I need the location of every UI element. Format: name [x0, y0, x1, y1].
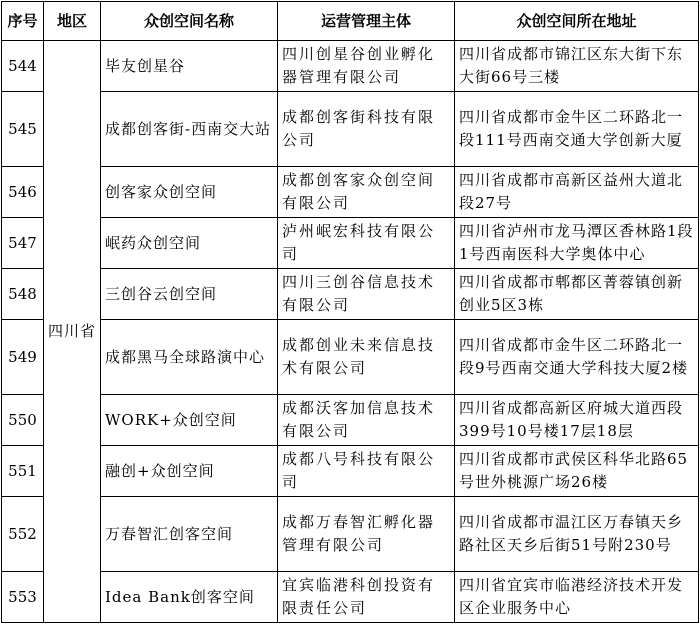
seq-cell: 552	[2, 497, 44, 572]
address-cell: 四川省成都市武侯区科华北路65号世外桃源广场26楼	[455, 446, 699, 497]
address-cell: 四川省宜宾市临港经济技术开发区企业服务中心	[455, 572, 699, 623]
table-row	[2, 497, 699, 572]
table-row	[2, 269, 699, 320]
seq-cell: 551	[2, 446, 44, 497]
seq-cell: 544	[2, 41, 44, 92]
name-cell: WORK+众创空间	[101, 395, 278, 446]
address-cell: 四川省成都市金牛区二环路北一段9号西南交通大学科技大厦2楼	[455, 320, 699, 395]
name-cell: 成都黑马全球路演中心	[101, 320, 278, 395]
table-row	[2, 320, 699, 395]
address-cell: 四川省成都市温江区万春镇天乡路社区天乡后街51号附230号	[455, 497, 699, 572]
seq-cell: 553	[2, 572, 44, 623]
header-region: 地区	[44, 2, 101, 41]
operator-cell: 成都沃客加信息技术有限公司	[278, 395, 455, 446]
table-row	[2, 218, 699, 269]
table-row	[2, 41, 699, 92]
header-address: 众创空间所在地址	[455, 2, 699, 41]
table-row	[2, 92, 699, 167]
table-row	[2, 572, 699, 623]
address-cell: 四川省泸州市龙马潭区香林路1段1号西南医科大学奥体中心	[455, 218, 699, 269]
operator-cell: 泸州岷宏科技有限公司	[278, 218, 455, 269]
table-row	[2, 446, 699, 497]
address-cell: 四川省成都高新区府城大道西段399号10号楼17层18层	[455, 395, 699, 446]
operator-cell: 四川创星谷创业孵化器管理有限公司	[278, 41, 455, 92]
name-cell: 岷药众创空间	[101, 218, 278, 269]
seq-cell: 547	[2, 218, 44, 269]
address-cell: 四川省成都市锦江区东大街下东大街66号三楼	[455, 41, 699, 92]
seq-cell: 548	[2, 269, 44, 320]
seq-cell: 549	[2, 320, 44, 395]
name-cell: 成都创客街-西南交大站	[101, 92, 278, 167]
name-cell: Idea Bank创客空间	[101, 572, 278, 623]
address-cell: 四川省成都市郫都区菁蓉镇创新创业5区3栋	[455, 269, 699, 320]
header-seq: 序号	[2, 2, 44, 41]
operator-cell: 宜宾临港科创投资有限责任公司	[278, 572, 455, 623]
address-cell: 四川省成都市金牛区二环路北一段111号西南交通大学创新大厦	[455, 92, 699, 167]
header-row	[2, 2, 699, 41]
name-cell: 融创+众创空间	[101, 446, 278, 497]
header-name: 众创空间名称	[101, 2, 278, 41]
seq-cell: 550	[2, 395, 44, 446]
operator-cell: 四川三创谷信息技术有限公司	[278, 269, 455, 320]
table-row	[2, 167, 699, 218]
address-cell: 四川省成都市高新区益州大道北段27号	[455, 167, 699, 218]
table-row	[2, 395, 699, 446]
seq-cell: 545	[2, 92, 44, 167]
operator-cell: 成都八号科技有限公司	[278, 446, 455, 497]
seq-cell: 546	[2, 167, 44, 218]
name-cell: 万春智汇创客空间	[101, 497, 278, 572]
name-cell: 三创谷云创空间	[101, 269, 278, 320]
operator-cell: 成都创业未来信息技术有限公司	[278, 320, 455, 395]
name-cell: 毕友创星谷	[101, 41, 278, 92]
operator-cell: 成都创客街科技有限公司	[278, 92, 455, 167]
operator-cell: 成都创客家众创空间有限公司	[278, 167, 455, 218]
incubator-table	[1, 1, 699, 623]
name-cell: 创客家众创空间	[101, 167, 278, 218]
operator-cell: 成都万春智汇孵化器管理有限公司	[278, 497, 455, 572]
header-operator: 运营管理主体	[278, 2, 455, 41]
region-cell: 四川省	[44, 41, 101, 623]
